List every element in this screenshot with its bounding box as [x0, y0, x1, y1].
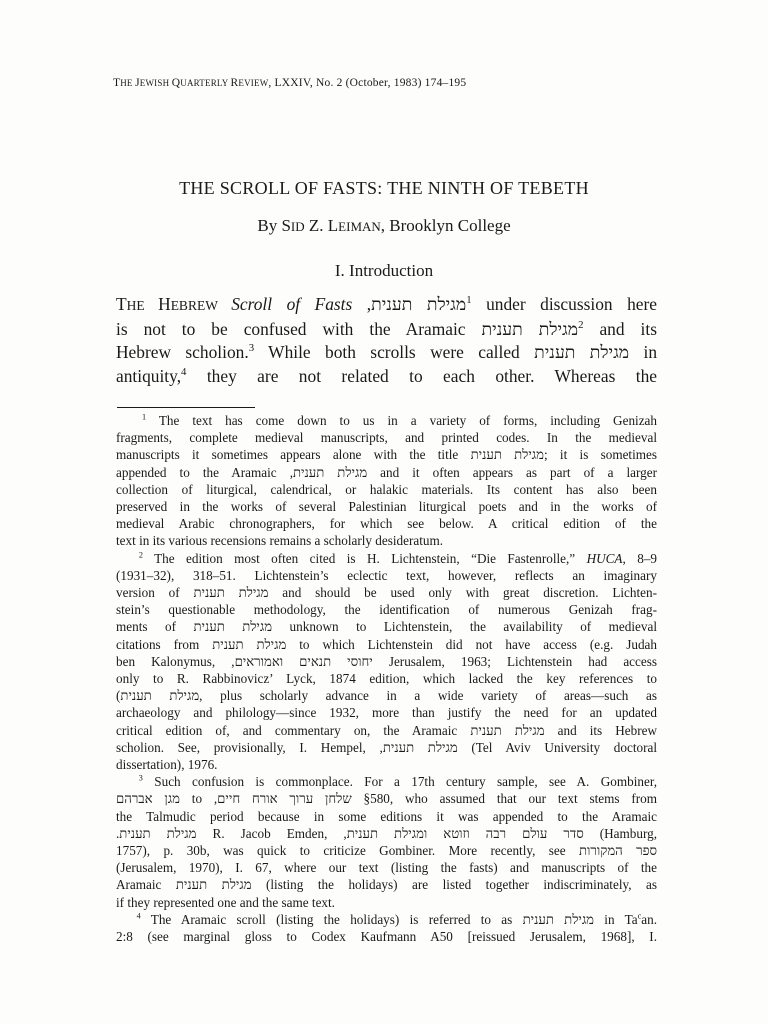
text-run: H: [158, 294, 171, 314]
footnote-line: [116, 842, 657, 859]
footnote-line: [116, 618, 657, 635]
footnote-line: [116, 550, 657, 567]
section-heading: I. Introduction: [334, 261, 434, 280]
text-run: (Hamburg,: [583, 825, 657, 841]
text-run: is not to be confused with the Aramaic: [116, 318, 482, 339]
text-run: 1757),: [116, 843, 151, 859]
hebrew-text: מגילת תענית: [470, 447, 544, 463]
text-run: (Tel Aviv University doctoral: [457, 739, 657, 755]
byline-by: By: [257, 216, 282, 235]
text-run: EBREW: [170, 298, 232, 313]
author-initial: L: [327, 216, 339, 235]
footnote-line: 2:8 (see marginal gloss to Codex Kaufmann A50 [reissued Jerusalem, 1968], I.: [116, 929, 657, 945]
italic-journal: HUCA: [586, 550, 623, 566]
hebrew-text: מגילת תענית: [522, 911, 594, 927]
running-head-journal-initial: T: [113, 77, 121, 89]
footnote-line: (Jerusalem, 1970), I. 67, where our text (listing the fasts) and manuscripts of the: [116, 860, 657, 876]
text-run: , plus scholarly advance in a wide variety of areas—such as: [199, 688, 657, 704]
text-run: to which Lichtenstein did not have access (e.g. Judah: [286, 636, 657, 652]
running-head-journal-word: EVIEW: [238, 78, 269, 88]
text-run: unknown to Lichtenstein, the availability of medieval: [272, 619, 658, 635]
footnote-line: [116, 790, 657, 807]
footnote-line: if they represented one and the same text.: [116, 894, 335, 910]
text-run: appended to the Aramaic: [116, 464, 290, 480]
text-run: manuscripts it sometimes appears alone with the title: [116, 447, 471, 463]
footnote-line: stein’s questionable methodology, the identification of numerous Genizah frag-: [116, 602, 657, 618]
footnote-line: [116, 636, 657, 653]
hebrew-text: ,סדר עולם רבה וזוטא ומגילת תענית: [343, 825, 584, 841]
footnote-ref: 2: [578, 318, 584, 331]
running-head-journal-initial: R: [230, 77, 239, 89]
footnote-ref: 3: [248, 342, 255, 355]
hebrew-text: ,מגילת תענית: [289, 464, 368, 480]
text-run: an.: [641, 911, 657, 927]
footnote-mark: 4: [136, 911, 141, 921]
text-run: The Aramaic scroll (listing the holidays) is referred to as: [140, 911, 523, 927]
text-run: and it often appears as part of a larger: [367, 464, 657, 480]
text-run: Aramaic: [116, 877, 176, 893]
text-run: The text has come down to us in a variety of forms, including Genizah: [146, 413, 657, 428]
text-run: ben Kalonymus,: [116, 653, 232, 669]
running-head-journal-word: HE: [120, 78, 136, 88]
footnote-line: collection of liturgical, calendrical, or halakic materials. Its content has also been: [116, 481, 657, 497]
text-run: ments of: [116, 619, 194, 635]
text-run: in Ta: [594, 911, 638, 927]
author-smallcaps: EIMAN: [338, 219, 381, 234]
footnote-line: [116, 911, 657, 928]
running-head-journal-word: UARTERLY: [180, 78, 231, 88]
text-run: Jerusalem, 1963; Lichtenstein had access: [372, 653, 658, 669]
text-run: in: [629, 342, 658, 362]
footnote-line: text in its various recensions remains a scholarly desideratum.: [116, 533, 444, 549]
footnote-line: dissertation), 1976.: [116, 757, 218, 773]
footnote-ref: 4: [181, 365, 187, 378]
footnote-line: fragments, complete medieval manuscripts, and printed codes. In the medieval: [116, 430, 657, 446]
footnote-line: [116, 464, 657, 481]
text-run: , 8–9: [622, 550, 657, 566]
footnote-ref: 1: [466, 294, 472, 307]
running-head-citation: , LXXIV, No. 2 (October, 1983) 174–195: [268, 77, 467, 89]
footnote-line: archaeology and philology—since 1932, more than justify the need for an updated: [116, 705, 657, 721]
hebrew-text: מגילת תענית: [470, 722, 545, 738]
running-head-journal-initial: Q: [171, 77, 181, 89]
hebrew-text: מגילת תענית: [534, 342, 630, 362]
footnote-line: [116, 412, 657, 429]
running-head-journal-word: EWISH: [139, 78, 172, 88]
text-run: and its Hebrew: [544, 722, 658, 738]
text-run: The edition most often cited is H. Lichtenstein, “Die Fastenrolle,”: [142, 550, 587, 566]
text-run: to: [179, 791, 214, 807]
footnote-line: [116, 876, 657, 893]
text-run: R. Jacob Emden,: [196, 825, 344, 841]
text-run: ; it is sometimes: [543, 447, 658, 463]
hebrew-text: מגילת תענית: [175, 877, 252, 893]
article-title: THE SCROLL OF FASTS: THE NINTH OF TEBETH: [179, 178, 589, 198]
hebrew-text: ,מגילת תענית: [366, 294, 467, 314]
body-line: [116, 341, 657, 365]
hebrew-text: (מגילת תענית: [116, 688, 200, 704]
text-run: T: [116, 294, 127, 314]
text-run: version of: [116, 585, 194, 601]
author-affiliation: , Brooklyn College: [380, 216, 511, 235]
hebrew-text: מגילת תענית: [481, 318, 579, 339]
footnote-line: [116, 653, 657, 670]
ayin-mark: c: [637, 911, 642, 921]
body-text: [116, 293, 657, 388]
body-line: [116, 318, 657, 342]
hebrew-text: ספר המקורות: [579, 843, 658, 859]
text-run: they are not related to each other. Whereas the: [186, 365, 657, 386]
hebrew-text: מגילת תענית: [212, 636, 287, 652]
hebrew-text: ,שלחן ערוך אורח חיים: [213, 791, 352, 807]
footnote-line: (1931–32), 318–51. Lichtenstein’s eclectic text, however, reflects an imaginary: [116, 567, 657, 583]
text-run: antiquity,: [116, 365, 182, 386]
hebrew-text: ,מגילת תענית: [379, 739, 458, 755]
author-initial: S: [281, 216, 291, 235]
footnote-line: preserved in the works of several Palestinian liturgical poets and in the works of: [116, 499, 657, 515]
hebrew-text: מגן אברהם: [116, 791, 180, 807]
footnote-line: [116, 825, 657, 842]
footnote-line: only to R. Rabbinovicz’ Lyck, 1874 edition, which lacked the key references to: [116, 671, 657, 687]
running-head-journal-initial: J: [135, 77, 140, 89]
text-run: scholion. See, provisionally, I. Hempel,: [116, 739, 380, 755]
text-run: While both scrolls were called: [254, 342, 535, 362]
footnote-line: [116, 722, 657, 739]
hebrew-text: מגילת תענית: [193, 619, 273, 635]
footnote-line: [116, 584, 657, 601]
footnote-line: [116, 773, 657, 790]
text-run: critical edition of, and commentary on, the Aramaic: [116, 722, 471, 738]
text-run: and its: [583, 318, 657, 339]
footnote-line: [116, 446, 657, 463]
author-middle: Z.: [304, 216, 328, 235]
footnote-line: [116, 739, 657, 756]
text-run: §580, who assumed that our text stems from: [351, 791, 658, 807]
text-run: p. 30b, was quick to criticize Gombiner. More recently, see: [150, 843, 580, 859]
footnote-rule: [117, 407, 255, 408]
text-run: Hebrew scholion.: [116, 342, 249, 362]
text-run: citations from: [116, 636, 213, 652]
footnote-line: the Talmudic period because in some editions it was appended to the Aramaic: [116, 808, 657, 824]
footnote-mark: 3: [138, 773, 143, 783]
hebrew-text: ,יחוסי תנאים ואמוראים: [231, 653, 373, 669]
italic-title: Scroll of Fasts: [231, 294, 353, 314]
body-line: [116, 293, 657, 318]
byline: [0, 216, 768, 236]
body-line: [116, 365, 657, 389]
footnote-line: [116, 687, 657, 704]
hebrew-text: .מגילת תענית: [116, 825, 197, 841]
footnote-line: medieval Arabic chronographers, for which see below. A critical edition of the: [116, 516, 657, 532]
footnote-mark: 1: [142, 412, 147, 422]
text-run: and should be used only with great discretion. Lichten-: [268, 585, 657, 601]
running-head: [113, 77, 673, 89]
text-run: (listing the holidays) are listed together indiscriminately, as: [251, 877, 657, 893]
author-smallcaps: ID: [290, 219, 305, 234]
footnotes: [116, 412, 657, 945]
footnote-mark: 2: [138, 550, 143, 560]
text-run: under discussion here: [471, 294, 658, 314]
text-run: Such confusion is commonplace. For a 17th century sample, see A. Gombiner,: [142, 774, 657, 790]
text-run: HE: [126, 298, 159, 313]
hebrew-text: מגילת תענית: [193, 585, 269, 601]
